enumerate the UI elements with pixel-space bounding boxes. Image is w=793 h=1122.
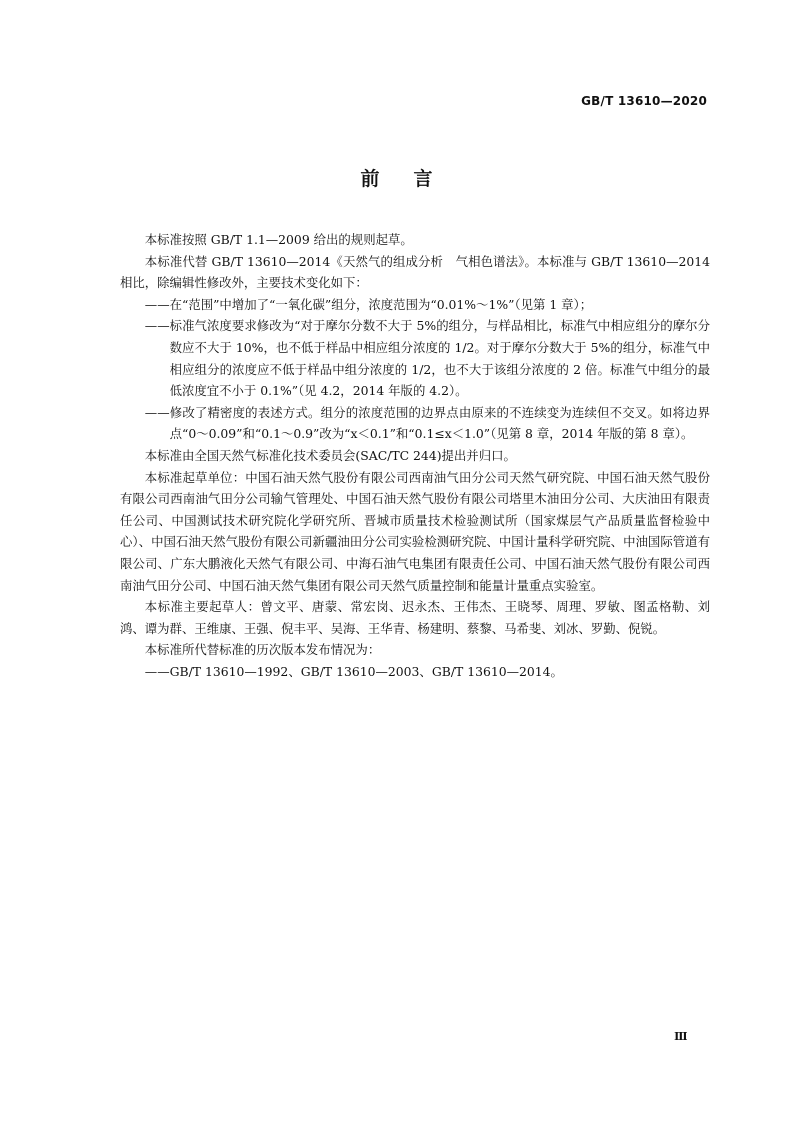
history-text: GB/T 13610—1992、GB/T 13610—2003、GB/T 13610—2014。 — [169, 663, 563, 679]
page-title: 前言 — [360, 168, 467, 190]
page-number: Ⅲ — [674, 1030, 688, 1043]
paragraph-proposer: 本标准由全国天然气标准化技术委员会(SAC/TC 244)提出并归口。 — [144, 447, 516, 463]
change-item — [145, 315, 710, 401]
paragraph-replacement: 本标准代替 GB/T 13610—2014《天然气的组成分析 气相色谱法》。本标准与 GB/T 13610—2014 相比，除编辑性修改外，主要技术变化如下： — [120, 253, 710, 291]
paragraph-drafters: 本标准主要起草人：曾文平、唐蒙、常宏岗、迟永杰、王伟杰、王晓琴、周理、罗敏、图孟格勒、刘鸿、谭为群、王维康、王强、倪丰平、吴海、王华青、杨建明、蔡黎、马希斐、刘冰、罗勤、倪锐。 — [120, 599, 710, 636]
history-item — [145, 661, 710, 683]
standard-code: GB/T 13610—2020 — [581, 94, 707, 108]
change-item — [145, 294, 710, 316]
change-text: 在“范围”中增加了“一氧化碳”组分，浓度范围为“0.01%～1%”（见第 1 章）； — [169, 296, 593, 312]
document-body — [120, 229, 710, 682]
change-item — [145, 402, 710, 445]
paragraph-history-intro: 本标准所代替标准的历次版本发布情况为： — [144, 642, 381, 658]
change-text: 标准气浓度要求修改为“对于摩尔分数不大于 5%的组分，与样品相比，标准气中相应组分的摩尔分数应不大于 10%，也不低于样品中相应组分浓度的 1/2。对于摩尔分数大于 5%的组分，标准气中相应组分的浓度应不低于样品中组分浓度的 1/2，也不大于该组分浓度的 2 倍。标准气中组分的最低浓度宜不小于 0.1%”（见 4.2，2014 年版的 4.2）。 — [169, 318, 710, 399]
dash-marker: —— — [144, 663, 170, 679]
dash-marker: —— — [144, 296, 170, 312]
paragraph-drafting-rules: 本标准按照 GB/T 1.1—2009 给出的规则起草。 — [144, 232, 413, 247]
change-text: 修改了精密度的表述方式。组分的浓度范围的边界点由原来的不连续变为连续但不交叉。如将边界点“0～0.09”和“0.1～0.9”改为“x＜0.1”和“0.1≤x＜1.0”（见第 8 章，2014 年版的第 8 章）。 — [169, 404, 710, 442]
dash-marker: —— — [144, 404, 170, 420]
dash-marker: —— — [144, 318, 170, 334]
paragraph-drafting-units: 本标准起草单位：中国石油天然气股份有限公司西南油气田分公司天然气研究院、中国石油天然气股份有限公司西南油气田分公司输气管理处、中国石油天然气股份有限公司塔里木油田分公司、大庆油田有限责任公司、中国测试技术研究院化学研究所、晋城市质量技术检验测试所（国家煤层气产品质量监督检验中心）、中国石油天然气股份有限公司新疆油田分公司实验检测研究院、中国计量科学研究院、中油国际管道有限公司、广东大鹏液化天然气有限公司、中海石油气电集团有限责任公司、中国石油天然气股份有限公司西南油气田分公司、中国石油天然气集团有限公司天然气质量控制和能量计量重点实验室。 — [120, 469, 710, 593]
